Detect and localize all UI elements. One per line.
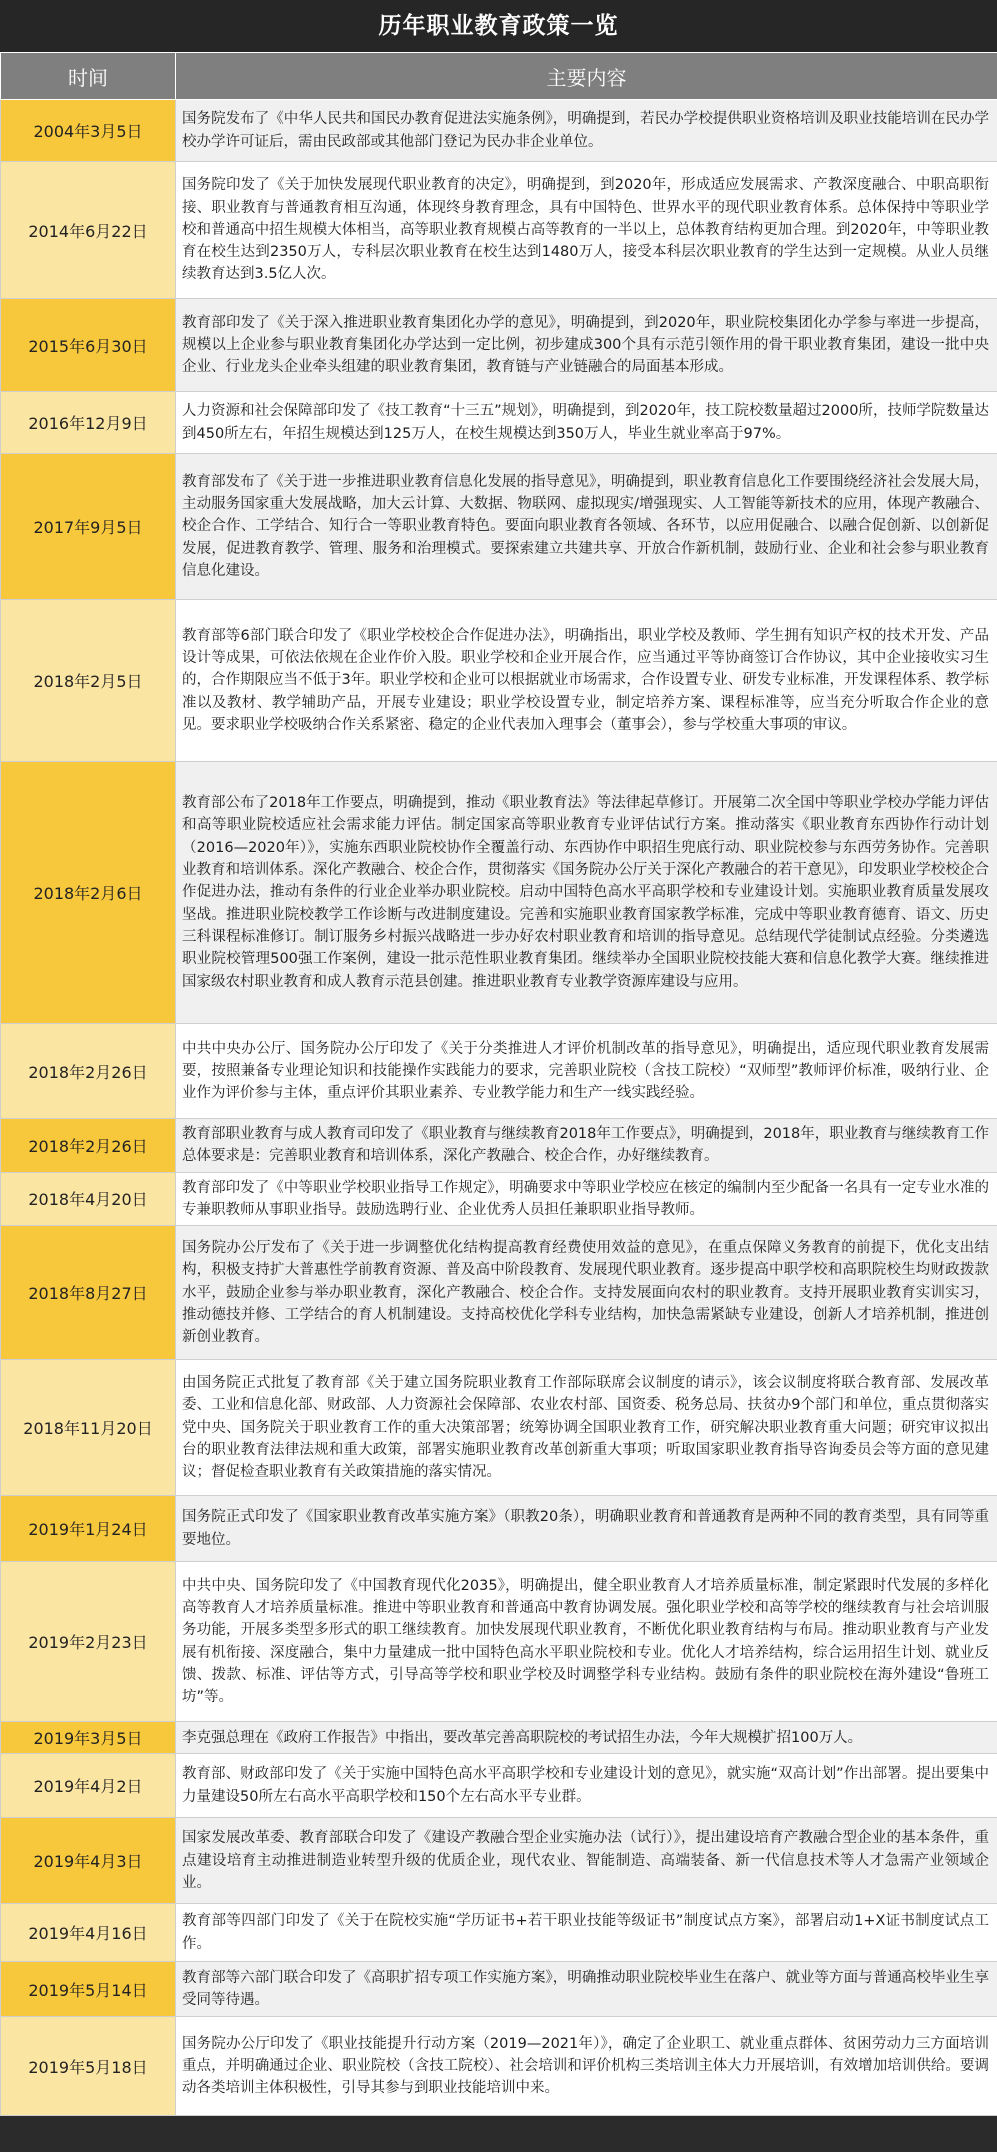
- date-cell: 2018年2月26日: [1, 1024, 176, 1119]
- table-row: [1, 1962, 997, 2017]
- date-cell: 2018年2月26日: [1, 1119, 176, 1173]
- content-cell: 教育部、财政部印发了《关于实施中国特色高水平高职学校和专业建设计划的意见》，就实施“双高计划”作出部署。提出要集中力量建设50所左右高水平高职学校和150个左右高水平专业群。: [176, 1754, 997, 1818]
- column-header-date: 时间: [1, 53, 176, 100]
- date-cell: 2019年1月24日: [1, 1496, 176, 1562]
- content-cell: 李克强总理在《政府工作报告》中指出，要改革完善高职院校的考试招生办法，今年大规模扩招100万人。: [176, 1722, 997, 1754]
- table-row: [1, 1562, 997, 1722]
- content-cell: 人力资源和社会保障部印发了《技工教育“十三五”规划》，明确提到，到2020年，技工院校数量超过2000所，技师学院数量达到450所左右，年招生规模达到125万人，在校生规模达到350万人，毕业生就业率高于97%。: [176, 392, 997, 454]
- table-row: [1, 1818, 997, 1904]
- table-row: [1, 2017, 997, 2116]
- table-row: [1, 1172, 997, 1226]
- table-row: [1, 454, 997, 600]
- date-cell: 2018年4月20日: [1, 1172, 176, 1226]
- column-header-content: 主要内容: [176, 53, 997, 100]
- table-row: [1, 100, 997, 162]
- date-cell: 2019年5月18日: [1, 2017, 176, 2116]
- table-row: [1, 1722, 997, 1754]
- date-cell: 2019年3月5日: [1, 1722, 176, 1754]
- table-row: [1, 1754, 997, 1818]
- table-row: [1, 162, 997, 299]
- table-row: [1, 299, 997, 392]
- table-row: [1, 1360, 997, 1496]
- date-cell: 2019年4月16日: [1, 1904, 176, 1962]
- date-cell: 2019年5月14日: [1, 1962, 176, 2017]
- table-row: [1, 762, 997, 1024]
- date-cell: 2019年4月2日: [1, 1754, 176, 1818]
- content-cell: 教育部等四部门印发了《关于在院校实施“学历证书+若干职业技能等级证书”制度试点方案》，部署启动1+X证书制度试点工作。: [176, 1904, 997, 1962]
- policy-table: [0, 52, 997, 2116]
- date-cell: 2018年2月5日: [1, 600, 176, 762]
- table-row: [1, 1904, 997, 1962]
- date-cell: 2019年4月3日: [1, 1818, 176, 1904]
- date-cell: 2004年3月5日: [1, 100, 176, 162]
- content-cell: 国务院印发了《关于加快发展现代职业教育的决定》，明确提到，到2020年，形成适应发展需求、产教深度融合、中职高职衔接、职业教育与普通教育相互沟通，体现终身教育理念，具有中国特色、世界水平的现代职业教育体系。总体保持中等职业学校和普通高中招生规模大体相当，高等职业教育规模占高等教育的一半以上，总体教育结构更加合理。到2020年，中等职业教育在校生达到2350万人，专科层次职业教育在校生达到1480万人，接受本科层次职业教育的学生达到一定规模。从业人员继续教育达到3.5亿人次。: [176, 162, 997, 299]
- content-cell: 国家发展改革委、教育部联合印发了《建设产教融合型企业实施办法（试行）》，提出建设培育产教融合型企业的基本条件，重点建设培育主动推进制造业转型升级的优质企业，现代农业、智能制造、高端装备、新一代信息技术等人才急需产业领域企业。: [176, 1818, 997, 1904]
- page-title: 历年职业教育政策一览: [0, 0, 997, 52]
- content-cell: 国务院办公厅印发了《职业技能提升行动方案（2019—2021年）》，确定了企业职工、就业重点群体、贫困劳动力三方面培训重点，并明确通过企业、职业院校（含技工院校）、社会培训和评价机构三类培训主体大力开展培训，有效增加培训供给。要调动各类培训主体积极性，引导其参与到职业技能培训中来。: [176, 2017, 997, 2116]
- table-header-row: [1, 53, 997, 100]
- date-cell: 2018年11月20日: [1, 1360, 176, 1496]
- table-row: [1, 1024, 997, 1119]
- date-cell: 2018年2月6日: [1, 762, 176, 1024]
- content-cell: 国务院办公厅发布了《关于进一步调整优化结构提高教育经费使用效益的意见》，在重点保障义务教育的前提下，优化支出结构，积极支持扩大普惠性学前教育资源、普及高中阶段教育、发展现代职业教育。逐步提高中职学校和高职院校生均财政拨款水平，鼓励企业参与举办职业教育，深化产教融合、校企合作。支持发展面向农村的职业教育。支持开展职业教育实训实习，推动德技并修、工学结合的育人机制建设。支持高校优化学科专业结构，加快急需紧缺专业建设，创新人才培养机制，推进创新创业教育。: [176, 1226, 997, 1360]
- date-cell: 2016年12月9日: [1, 392, 176, 454]
- content-cell: 教育部职业教育与成人教育司印发了《职业教育与继续教育2018年工作要点》，明确提到，2018年，职业教育与继续教育工作总体要求是：完善职业教育和培训体系，深化产教融合、校企合作，办好继续教育。: [176, 1119, 997, 1173]
- content-cell: 教育部印发了《关于深入推进职业教育集团化办学的意见》，明确提到，到2020年，职业院校集团化办学参与率进一步提高，规模以上企业参与职业教育集团化办学达到一定比例，初步建成300个具有示范引领作用的骨干职业教育集团，建设一批中央企业、行业龙头企业牵头组建的职业教育集团，教育链与产业链融合的局面基本形成。: [176, 299, 997, 392]
- content-cell: 国务院正式印发了《国家职业教育改革实施方案》（职教20条），明确职业教育和普通教育是两种不同的教育类型，具有同等重要地位。: [176, 1496, 997, 1562]
- date-cell: 2017年9月5日: [1, 454, 176, 600]
- date-cell: 2019年2月23日: [1, 1562, 176, 1722]
- content-cell: 教育部等6部门联合印发了《职业学校校企合作促进办法》，明确指出，职业学校及教师、学生拥有知识产权的技术开发、产品设计等成果，可依法依规在企业作价入股。职业学校和企业开展合作，应当通过平等协商签订合作协议，其中企业接收实习生的，合作期限应当不低于3年。职业学校和企业可以根据就业市场需求，合作设置专业、研发专业标准，开发课程体系、教学标准以及教材、教学辅助产品，开展专业建设；职业学校设置专业，制定培养方案、课程标准等，应当充分听取合作企业的意见。要求职业学校吸纳合作关系紧密、稳定的企业代表加入理事会（董事会），参与学校重大事项的审议。: [176, 600, 997, 762]
- table-row: [1, 1226, 997, 1360]
- date-cell: 2015年6月30日: [1, 299, 176, 392]
- table-row: [1, 1119, 997, 1173]
- content-cell: 教育部发布了《关于进一步推进职业教育信息化发展的指导意见》，明确提到，职业教育信息化工作要围绕经济社会发展大局，主动服务国家重大发展战略，加大云计算、大数据、物联网、虚拟现实/增强现实、人工智能等新技术的应用，体现产教融合、校企合作、工学结合、知行合一等职业教育特色。要面向职业教育各领域、各环节，以应用促融合、以融合促创新、以创新促发展，促进教育教学、管理、服务和治理模式。要探索建立共建共享、开放合作新机制，鼓励行业、企业和社会参与职业教育信息化建设。: [176, 454, 997, 600]
- content-cell: 国务院发布了《中华人民共和国民办教育促进法实施条例》，明确提到，若民办学校提供职业资格培训及职业技能培训在民办学校办学许可证后，需由民政部或其他部门登记为民办非企业单位。: [176, 100, 997, 162]
- content-cell: 中共中央、国务院印发了《中国教育现代化2035》，明确提出，健全职业教育人才培养质量标准，制定紧跟时代发展的多样化高等教育人才培养质量标准。推进中等职业教育和普通高中教育协调发展。强化职业学校和高等学校的继续教育与社会培训服务功能，开展多类型多形式的职工继续教育。加快发展现代职业教育，不断优化职业教育结构与布局。推动职业教育与产业发展有机衔接、深度融合，集中力量建成一批中国特色高水平职业院校和专业。优化人才培养结构，综合运用招生计划、就业反馈、拨款、标准、评估等方式，引导高等学校和职业学校及时调整学科专业结构。鼓励有条件的职业院校在海外建设“鲁班工坊”等。: [176, 1562, 997, 1722]
- content-cell: 由国务院正式批复了教育部《关于建立国务院职业教育工作部际联席会议制度的请示》，该会议制度将联合教育部、发展改革委、工业和信息化部、财政部、人力资源社会保障部、农业农村部、国资委、税务总局、扶贫办9个部门和单位，重点贯彻落实党中央、国务院关于职业教育工作的重大决策部署；统筹协调全国职业教育工作，研究解决职业教育重大问题；研究审议拟出台的职业教育法律法规和重大政策，部署实施职业教育改革创新重大事项；听取国家职业教育指导咨询委员会等方面的意见建议；督促检查职业教育有关政策措施的落实情况。: [176, 1360, 997, 1496]
- content-cell: 教育部印发了《中等职业学校职业指导工作规定》，明确要求中等职业学校应在核定的编制内至少配备一名具有一定专业水准的专兼职教师从事职业指导。鼓励选聘行业、企业优秀人员担任兼职职业指导教师。: [176, 1172, 997, 1226]
- date-cell: 2014年6月22日: [1, 162, 176, 299]
- table-row: [1, 1496, 997, 1562]
- table-row: [1, 392, 997, 454]
- content-cell: 中共中央办公厅、国务院办公厅印发了《关于分类推进人才评价机制改革的指导意见》，明确提出，适应现代职业教育发展需要，按照兼备专业理论知识和技能操作实践能力的要求，完善职业院校（含技工院校）“双师型”教师评价标准，吸纳行业、企业作为评价参与主体，重点评价其职业素养、专业教学能力和生产一线实践经验。: [176, 1024, 997, 1119]
- table-row: [1, 600, 997, 762]
- table-body: [1, 100, 997, 2116]
- date-cell: 2018年8月27日: [1, 1226, 176, 1360]
- content-cell: 教育部等六部门联合印发了《高职扩招专项工作实施方案》，明确推动职业院校毕业生在落户、就业等方面与普通高校毕业生享受同等待遇。: [176, 1962, 997, 2017]
- content-cell: 教育部公布了2018年工作要点，明确提到，推动《职业教育法》等法律起草修订。开展第二次全国中等职业学校办学能力评估和高等职业院校适应社会需求能力评估。制定国家高等职业教育专业评估试行方案。推动落实《职业教育东西协作行动计划（2016—2020年）》，实施东西职业院校协作全覆盖行动、东西协作中职招生兜底行动、职业院校参与东西劳务协作。完善职业教育和培训体系。深化产教融合、校企合作，贯彻落实《国务院办公厅关于深化产教融合的若干意见》，印发职业学校校企合作促进办法，推动有条件的行业企业举办职业院校。启动中国特色高水平高职学校和专业建设计划。实施职业教育质量发展攻坚战。推进职业院校教学工作诊断与改进制度建设。完善和实施职业教育国家教学标准，完成中等职业教育德育、语文、历史三科课程标准修订。制订服务乡村振兴战略进一步办好农村职业教育和培训的指导意见。总结现代学徒制试点经验。分类遴选职业院校管理500强工作案例，建设一批示范性职业教育集团。继续举办全国职业院校技能大赛和信息化教学大赛。继续推进国家级农村职业教育和成人教育示范县创建。推进职业教育专业教学资源库建设与应用。: [176, 762, 997, 1024]
